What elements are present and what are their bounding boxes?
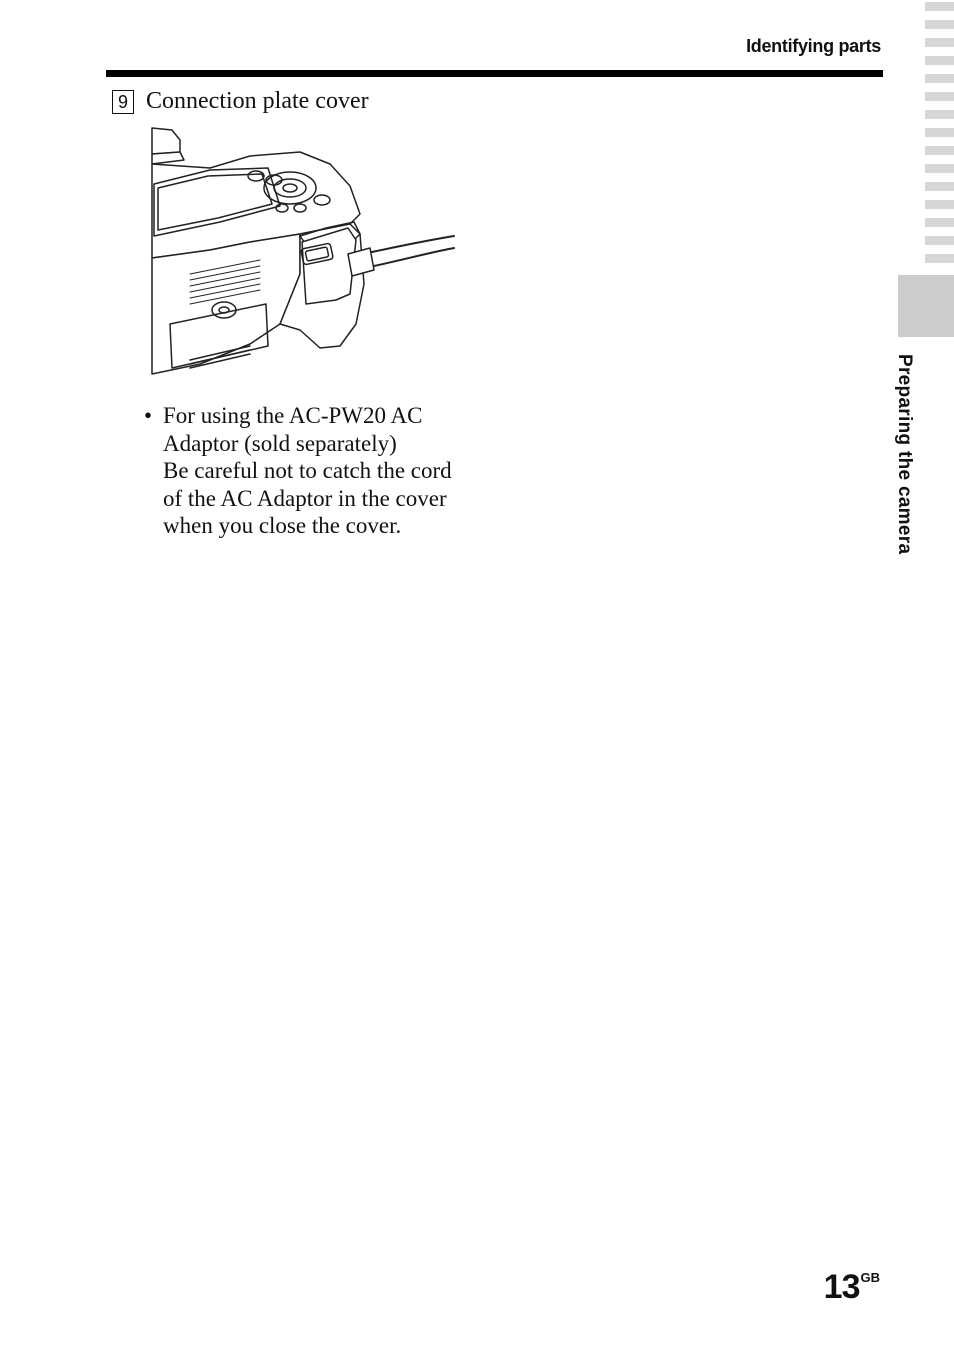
bullet-line: Be careful not to catch the cord [163, 458, 452, 483]
side-tab-marker [925, 254, 954, 263]
side-section-label: Preparing the camera [894, 354, 915, 555]
item-number-box: 9 [112, 90, 134, 114]
item-title: Connection plate cover [146, 88, 369, 114]
bullet-line: For using the AC-PW20 AC [163, 403, 423, 428]
bullet-symbol: • [144, 403, 153, 428]
side-tab-marker [925, 56, 954, 65]
side-tab-marker [925, 38, 954, 47]
side-tab-marker [925, 218, 954, 227]
page-number [824, 1268, 880, 1307]
side-tab-marker [925, 20, 954, 29]
side-tab-marker [925, 146, 954, 155]
bullet-note [144, 402, 484, 540]
bullet-line: when you close the cover. [163, 513, 402, 538]
side-tab-marker [925, 92, 954, 101]
side-section-tabs [925, 0, 954, 270]
side-tab-marker [925, 2, 954, 11]
side-tab-marker [925, 236, 954, 245]
side-tab-active [898, 275, 954, 337]
side-tab-marker [925, 74, 954, 83]
running-head-title: Identifying parts [746, 36, 881, 56]
side-tab-marker [925, 128, 954, 137]
side-tab-marker [925, 182, 954, 191]
camera-connection-cover-illustration [150, 124, 456, 384]
page-number-value: 13 [823, 1268, 860, 1306]
bullet-line: Adaptor (sold separately) [163, 430, 397, 456]
side-tab-marker [925, 110, 954, 119]
item-heading [112, 88, 369, 115]
header-rule [106, 70, 883, 77]
bullet-line: of the AC Adaptor in the cover [163, 485, 447, 511]
side-tab-marker [925, 164, 954, 173]
page-number-suffix: GB [860, 1270, 880, 1285]
side-tab-marker [925, 200, 954, 209]
